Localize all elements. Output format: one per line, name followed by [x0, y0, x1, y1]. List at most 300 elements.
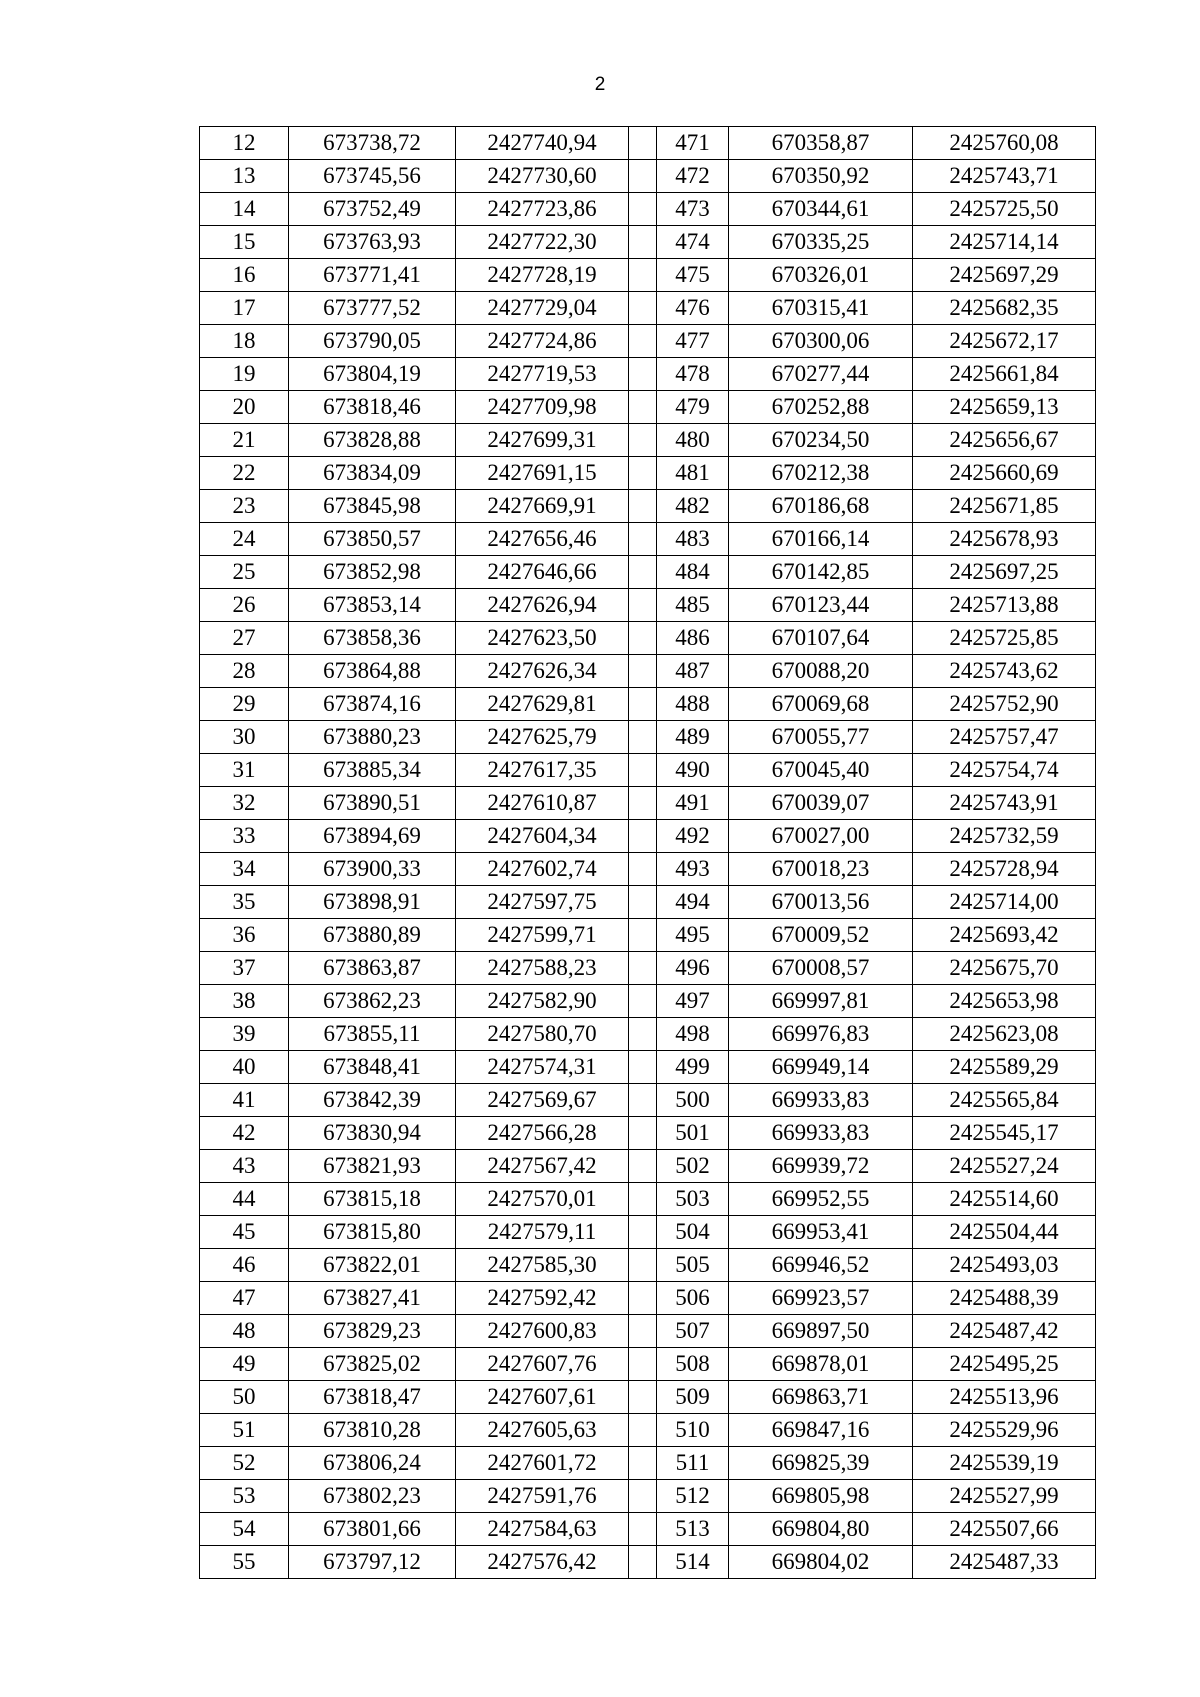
- left-x-coordinate: 673738,72: [289, 127, 456, 160]
- left-point-number: 23: [200, 490, 289, 523]
- right-y-coordinate: 2425757,47: [913, 721, 1096, 754]
- left-point-number: 18: [200, 325, 289, 358]
- left-x-coordinate: 673885,34: [289, 754, 456, 787]
- right-point-number: 490: [657, 754, 729, 787]
- right-y-coordinate: 2425754,74: [913, 754, 1096, 787]
- table-row: [200, 391, 1096, 424]
- left-x-coordinate: 673880,89: [289, 919, 456, 952]
- right-y-coordinate: 2425752,90: [913, 688, 1096, 721]
- separator-cell: [629, 754, 657, 787]
- right-point-number: 478: [657, 358, 729, 391]
- right-x-coordinate: 670045,40: [729, 754, 913, 787]
- left-point-number: 35: [200, 886, 289, 919]
- left-y-coordinate: 2427669,91: [456, 490, 629, 523]
- right-x-coordinate: 669946,52: [729, 1249, 913, 1282]
- right-x-coordinate: 670212,38: [729, 457, 913, 490]
- left-point-number: 52: [200, 1447, 289, 1480]
- left-y-coordinate: 2427584,63: [456, 1513, 629, 1546]
- left-x-coordinate: 673845,98: [289, 490, 456, 523]
- separator-cell: [629, 787, 657, 820]
- separator-cell: [629, 622, 657, 655]
- right-y-coordinate: 2425507,66: [913, 1513, 1096, 1546]
- right-y-coordinate: 2425682,35: [913, 292, 1096, 325]
- left-point-number: 42: [200, 1117, 289, 1150]
- table-row: [200, 886, 1096, 919]
- separator-cell: [629, 127, 657, 160]
- left-y-coordinate: 2427728,19: [456, 259, 629, 292]
- left-x-coordinate: 673898,91: [289, 886, 456, 919]
- right-x-coordinate: 670166,14: [729, 523, 913, 556]
- right-point-number: 480: [657, 424, 729, 457]
- left-x-coordinate: 673790,05: [289, 325, 456, 358]
- table-row: [200, 919, 1096, 952]
- right-x-coordinate: 670055,77: [729, 721, 913, 754]
- separator-cell: [629, 688, 657, 721]
- right-point-number: 489: [657, 721, 729, 754]
- left-y-coordinate: 2427566,28: [456, 1117, 629, 1150]
- right-x-coordinate: 669923,57: [729, 1282, 913, 1315]
- separator-cell: [629, 655, 657, 688]
- left-x-coordinate: 673752,49: [289, 193, 456, 226]
- left-point-number: 27: [200, 622, 289, 655]
- right-point-number: 476: [657, 292, 729, 325]
- right-x-coordinate: 670234,50: [729, 424, 913, 457]
- left-x-coordinate: 673850,57: [289, 523, 456, 556]
- right-y-coordinate: 2425743,62: [913, 655, 1096, 688]
- separator-cell: [629, 1447, 657, 1480]
- left-point-number: 38: [200, 985, 289, 1018]
- table-row: [200, 1381, 1096, 1414]
- left-x-coordinate: 673880,23: [289, 721, 456, 754]
- table-row: [200, 523, 1096, 556]
- right-x-coordinate: 669825,39: [729, 1447, 913, 1480]
- left-x-coordinate: 673818,47: [289, 1381, 456, 1414]
- right-y-coordinate: 2425488,39: [913, 1282, 1096, 1315]
- right-y-coordinate: 2425527,24: [913, 1150, 1096, 1183]
- separator-cell: [629, 853, 657, 886]
- right-point-number: 499: [657, 1051, 729, 1084]
- right-point-number: 512: [657, 1480, 729, 1513]
- right-point-number: 511: [657, 1447, 729, 1480]
- right-y-coordinate: 2425725,85: [913, 622, 1096, 655]
- left-point-number: 21: [200, 424, 289, 457]
- table-row: [200, 1117, 1096, 1150]
- left-point-number: 33: [200, 820, 289, 853]
- right-x-coordinate: 670009,52: [729, 919, 913, 952]
- left-y-coordinate: 2427607,61: [456, 1381, 629, 1414]
- right-y-coordinate: 2425589,29: [913, 1051, 1096, 1084]
- left-point-number: 40: [200, 1051, 289, 1084]
- left-point-number: 51: [200, 1414, 289, 1447]
- right-point-number: 475: [657, 259, 729, 292]
- right-point-number: 485: [657, 589, 729, 622]
- left-point-number: 17: [200, 292, 289, 325]
- left-y-coordinate: 2427597,75: [456, 886, 629, 919]
- right-point-number: 482: [657, 490, 729, 523]
- table-row: [200, 1084, 1096, 1117]
- table-row: [200, 1216, 1096, 1249]
- left-point-number: 55: [200, 1546, 289, 1579]
- left-y-coordinate: 2427719,53: [456, 358, 629, 391]
- separator-cell: [629, 1546, 657, 1579]
- separator-cell: [629, 1216, 657, 1249]
- right-point-number: 488: [657, 688, 729, 721]
- left-point-number: 41: [200, 1084, 289, 1117]
- separator-cell: [629, 1117, 657, 1150]
- separator-cell: [629, 226, 657, 259]
- table-row: [200, 754, 1096, 787]
- left-y-coordinate: 2427626,34: [456, 655, 629, 688]
- right-point-number: 484: [657, 556, 729, 589]
- table-row: [200, 820, 1096, 853]
- right-y-coordinate: 2425656,67: [913, 424, 1096, 457]
- right-x-coordinate: 670315,41: [729, 292, 913, 325]
- right-x-coordinate: 670252,88: [729, 391, 913, 424]
- separator-cell: [629, 1282, 657, 1315]
- left-x-coordinate: 673827,41: [289, 1282, 456, 1315]
- separator-cell: [629, 1315, 657, 1348]
- right-point-number: 503: [657, 1183, 729, 1216]
- left-x-coordinate: 673815,80: [289, 1216, 456, 1249]
- right-point-number: 486: [657, 622, 729, 655]
- right-y-coordinate: 2425743,71: [913, 160, 1096, 193]
- right-y-coordinate: 2425493,03: [913, 1249, 1096, 1282]
- right-point-number: 481: [657, 457, 729, 490]
- right-x-coordinate: 670326,01: [729, 259, 913, 292]
- table-row: [200, 655, 1096, 688]
- table-row: [200, 160, 1096, 193]
- right-x-coordinate: 669933,83: [729, 1117, 913, 1150]
- left-y-coordinate: 2427723,86: [456, 193, 629, 226]
- left-point-number: 54: [200, 1513, 289, 1546]
- left-point-number: 14: [200, 193, 289, 226]
- left-x-coordinate: 673853,14: [289, 589, 456, 622]
- table-row: [200, 622, 1096, 655]
- right-point-number: 473: [657, 193, 729, 226]
- left-point-number: 25: [200, 556, 289, 589]
- right-y-coordinate: 2425514,60: [913, 1183, 1096, 1216]
- left-point-number: 26: [200, 589, 289, 622]
- right-x-coordinate: 669804,80: [729, 1513, 913, 1546]
- left-x-coordinate: 673818,46: [289, 391, 456, 424]
- left-point-number: 49: [200, 1348, 289, 1381]
- separator-cell: [629, 193, 657, 226]
- table-row: [200, 1051, 1096, 1084]
- right-y-coordinate: 2425487,33: [913, 1546, 1096, 1579]
- left-x-coordinate: 673830,94: [289, 1117, 456, 1150]
- left-y-coordinate: 2427569,67: [456, 1084, 629, 1117]
- left-point-number: 22: [200, 457, 289, 490]
- right-point-number: 483: [657, 523, 729, 556]
- separator-cell: [629, 523, 657, 556]
- left-point-number: 46: [200, 1249, 289, 1282]
- left-x-coordinate: 673806,24: [289, 1447, 456, 1480]
- left-y-coordinate: 2427585,30: [456, 1249, 629, 1282]
- right-point-number: 501: [657, 1117, 729, 1150]
- left-y-coordinate: 2427591,76: [456, 1480, 629, 1513]
- right-point-number: 479: [657, 391, 729, 424]
- left-y-coordinate: 2427607,76: [456, 1348, 629, 1381]
- right-y-coordinate: 2425725,50: [913, 193, 1096, 226]
- left-x-coordinate: 673802,23: [289, 1480, 456, 1513]
- separator-cell: [629, 457, 657, 490]
- left-y-coordinate: 2427724,86: [456, 325, 629, 358]
- right-point-number: 471: [657, 127, 729, 160]
- table-row: [200, 1249, 1096, 1282]
- left-x-coordinate: 673777,52: [289, 292, 456, 325]
- left-x-coordinate: 673810,28: [289, 1414, 456, 1447]
- right-y-coordinate: 2425659,13: [913, 391, 1096, 424]
- right-y-coordinate: 2425743,91: [913, 787, 1096, 820]
- right-y-coordinate: 2425732,59: [913, 820, 1096, 853]
- left-y-coordinate: 2427729,04: [456, 292, 629, 325]
- left-x-coordinate: 673804,19: [289, 358, 456, 391]
- separator-cell: [629, 820, 657, 853]
- left-y-coordinate: 2427602,74: [456, 853, 629, 886]
- left-point-number: 20: [200, 391, 289, 424]
- right-x-coordinate: 670300,06: [729, 325, 913, 358]
- separator-cell: [629, 1183, 657, 1216]
- left-x-coordinate: 673815,18: [289, 1183, 456, 1216]
- right-point-number: 504: [657, 1216, 729, 1249]
- right-x-coordinate: 670186,68: [729, 490, 913, 523]
- separator-cell: [629, 1414, 657, 1447]
- right-point-number: 513: [657, 1513, 729, 1546]
- table-row: [200, 721, 1096, 754]
- separator-cell: [629, 325, 657, 358]
- right-point-number: 507: [657, 1315, 729, 1348]
- right-x-coordinate: 670123,44: [729, 589, 913, 622]
- left-y-coordinate: 2427605,63: [456, 1414, 629, 1447]
- left-y-coordinate: 2427570,01: [456, 1183, 629, 1216]
- right-y-coordinate: 2425623,08: [913, 1018, 1096, 1051]
- table-row: [200, 1183, 1096, 1216]
- left-point-number: 37: [200, 952, 289, 985]
- right-point-number: 477: [657, 325, 729, 358]
- right-y-coordinate: 2425678,93: [913, 523, 1096, 556]
- right-x-coordinate: 670039,07: [729, 787, 913, 820]
- left-point-number: 48: [200, 1315, 289, 1348]
- table-row: [200, 193, 1096, 226]
- left-y-coordinate: 2427722,30: [456, 226, 629, 259]
- right-x-coordinate: 669939,72: [729, 1150, 913, 1183]
- separator-cell: [629, 358, 657, 391]
- right-x-coordinate: 669953,41: [729, 1216, 913, 1249]
- right-point-number: 508: [657, 1348, 729, 1381]
- right-y-coordinate: 2425545,17: [913, 1117, 1096, 1150]
- right-x-coordinate: 670142,85: [729, 556, 913, 589]
- left-point-number: 36: [200, 919, 289, 952]
- right-y-coordinate: 2425728,94: [913, 853, 1096, 886]
- separator-cell: [629, 1084, 657, 1117]
- left-y-coordinate: 2427599,71: [456, 919, 629, 952]
- separator-cell: [629, 952, 657, 985]
- separator-cell: [629, 424, 657, 457]
- table-row: [200, 853, 1096, 886]
- right-y-coordinate: 2425714,00: [913, 886, 1096, 919]
- right-point-number: 514: [657, 1546, 729, 1579]
- separator-cell: [629, 1513, 657, 1546]
- separator-cell: [629, 1018, 657, 1051]
- right-x-coordinate: 670344,61: [729, 193, 913, 226]
- left-point-number: 34: [200, 853, 289, 886]
- left-x-coordinate: 673797,12: [289, 1546, 456, 1579]
- right-y-coordinate: 2425661,84: [913, 358, 1096, 391]
- left-x-coordinate: 673894,69: [289, 820, 456, 853]
- table-row: [200, 1447, 1096, 1480]
- right-x-coordinate: 670335,25: [729, 226, 913, 259]
- separator-cell: [629, 1381, 657, 1414]
- right-y-coordinate: 2425760,08: [913, 127, 1096, 160]
- right-point-number: 487: [657, 655, 729, 688]
- table-row: [200, 1282, 1096, 1315]
- left-point-number: 29: [200, 688, 289, 721]
- left-x-coordinate: 673834,09: [289, 457, 456, 490]
- left-point-number: 47: [200, 1282, 289, 1315]
- left-y-coordinate: 2427576,42: [456, 1546, 629, 1579]
- left-y-coordinate: 2427646,66: [456, 556, 629, 589]
- left-y-coordinate: 2427601,72: [456, 1447, 629, 1480]
- separator-cell: [629, 721, 657, 754]
- table-row: [200, 358, 1096, 391]
- coordinates-table: [199, 126, 1096, 1579]
- right-x-coordinate: 670358,87: [729, 127, 913, 160]
- separator-cell: [629, 490, 657, 523]
- right-y-coordinate: 2425713,88: [913, 589, 1096, 622]
- page-number: 2: [594, 74, 606, 95]
- separator-cell: [629, 1051, 657, 1084]
- right-x-coordinate: 669933,83: [729, 1084, 913, 1117]
- right-y-coordinate: 2425513,96: [913, 1381, 1096, 1414]
- left-point-number: 45: [200, 1216, 289, 1249]
- separator-cell: [629, 259, 657, 292]
- right-x-coordinate: 669863,71: [729, 1381, 913, 1414]
- right-y-coordinate: 2425529,96: [913, 1414, 1096, 1447]
- right-x-coordinate: 670350,92: [729, 160, 913, 193]
- table-row: [200, 127, 1096, 160]
- right-point-number: 506: [657, 1282, 729, 1315]
- right-y-coordinate: 2425504,44: [913, 1216, 1096, 1249]
- table-row: [200, 556, 1096, 589]
- table-row: [200, 1414, 1096, 1447]
- left-x-coordinate: 673858,36: [289, 622, 456, 655]
- separator-cell: [629, 985, 657, 1018]
- right-point-number: 472: [657, 160, 729, 193]
- right-y-coordinate: 2425660,69: [913, 457, 1096, 490]
- left-y-coordinate: 2427588,23: [456, 952, 629, 985]
- left-point-number: 50: [200, 1381, 289, 1414]
- right-x-coordinate: 670013,56: [729, 886, 913, 919]
- right-y-coordinate: 2425675,70: [913, 952, 1096, 985]
- separator-cell: [629, 919, 657, 952]
- separator-cell: [629, 1249, 657, 1282]
- left-y-coordinate: 2427656,46: [456, 523, 629, 556]
- separator-cell: [629, 1150, 657, 1183]
- left-y-coordinate: 2427617,35: [456, 754, 629, 787]
- right-point-number: 505: [657, 1249, 729, 1282]
- right-x-coordinate: 669804,02: [729, 1546, 913, 1579]
- right-y-coordinate: 2425565,84: [913, 1084, 1096, 1117]
- left-point-number: 32: [200, 787, 289, 820]
- left-point-number: 19: [200, 358, 289, 391]
- right-point-number: 498: [657, 1018, 729, 1051]
- table-row: [200, 457, 1096, 490]
- left-y-coordinate: 2427730,60: [456, 160, 629, 193]
- right-x-coordinate: 669878,01: [729, 1348, 913, 1381]
- left-y-coordinate: 2427740,94: [456, 127, 629, 160]
- table-row: [200, 292, 1096, 325]
- right-y-coordinate: 2425697,25: [913, 556, 1096, 589]
- right-y-coordinate: 2425693,42: [913, 919, 1096, 952]
- left-x-coordinate: 673821,93: [289, 1150, 456, 1183]
- table-row: [200, 1315, 1096, 1348]
- table-row: [200, 985, 1096, 1018]
- left-point-number: 24: [200, 523, 289, 556]
- left-x-coordinate: 673890,51: [289, 787, 456, 820]
- table-row: [200, 1480, 1096, 1513]
- right-y-coordinate: 2425495,25: [913, 1348, 1096, 1381]
- left-x-coordinate: 673874,16: [289, 688, 456, 721]
- right-point-number: 496: [657, 952, 729, 985]
- right-y-coordinate: 2425671,85: [913, 490, 1096, 523]
- table-row: [200, 1018, 1096, 1051]
- left-y-coordinate: 2427699,31: [456, 424, 629, 457]
- left-x-coordinate: 673862,23: [289, 985, 456, 1018]
- separator-cell: [629, 391, 657, 424]
- left-y-coordinate: 2427623,50: [456, 622, 629, 655]
- right-y-coordinate: 2425527,99: [913, 1480, 1096, 1513]
- left-y-coordinate: 2427626,94: [456, 589, 629, 622]
- right-x-coordinate: 669976,83: [729, 1018, 913, 1051]
- right-x-coordinate: 670088,20: [729, 655, 913, 688]
- right-x-coordinate: 669847,16: [729, 1414, 913, 1447]
- left-x-coordinate: 673828,88: [289, 424, 456, 457]
- left-point-number: 31: [200, 754, 289, 787]
- left-x-coordinate: 673829,23: [289, 1315, 456, 1348]
- table-row: [200, 325, 1096, 358]
- right-x-coordinate: 670069,68: [729, 688, 913, 721]
- left-point-number: 39: [200, 1018, 289, 1051]
- right-y-coordinate: 2425487,42: [913, 1315, 1096, 1348]
- left-y-coordinate: 2427600,83: [456, 1315, 629, 1348]
- right-point-number: 491: [657, 787, 729, 820]
- left-x-coordinate: 673842,39: [289, 1084, 456, 1117]
- right-y-coordinate: 2425697,29: [913, 259, 1096, 292]
- table-row: [200, 259, 1096, 292]
- right-x-coordinate: 669897,50: [729, 1315, 913, 1348]
- right-x-coordinate: 669949,14: [729, 1051, 913, 1084]
- left-y-coordinate: 2427567,42: [456, 1150, 629, 1183]
- left-y-coordinate: 2427610,87: [456, 787, 629, 820]
- right-point-number: 500: [657, 1084, 729, 1117]
- left-y-coordinate: 2427574,31: [456, 1051, 629, 1084]
- right-point-number: 494: [657, 886, 729, 919]
- left-x-coordinate: 673864,88: [289, 655, 456, 688]
- table-row: [200, 424, 1096, 457]
- right-x-coordinate: 669805,98: [729, 1480, 913, 1513]
- separator-cell: [629, 589, 657, 622]
- left-x-coordinate: 673825,02: [289, 1348, 456, 1381]
- coordinates-table-body: [200, 127, 1096, 1579]
- right-x-coordinate: 669952,55: [729, 1183, 913, 1216]
- left-x-coordinate: 673852,98: [289, 556, 456, 589]
- left-x-coordinate: 673822,01: [289, 1249, 456, 1282]
- separator-cell: [629, 160, 657, 193]
- right-y-coordinate: 2425539,19: [913, 1447, 1096, 1480]
- table-row: [200, 1348, 1096, 1381]
- left-point-number: 30: [200, 721, 289, 754]
- left-x-coordinate: 673771,41: [289, 259, 456, 292]
